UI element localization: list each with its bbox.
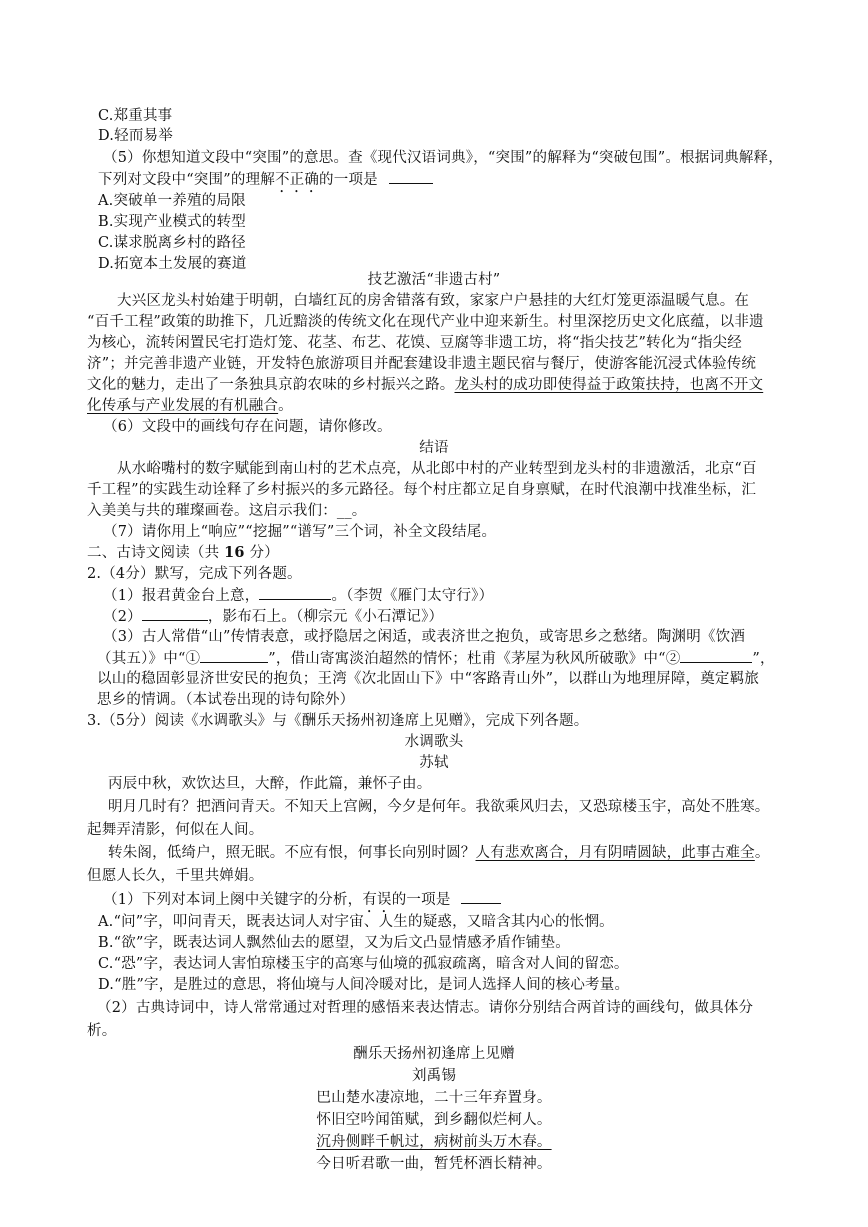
q2-sub3-text: ”，借山寄寓淡泊超然的情怀；杜甫《茅屋为秋风所破歌》中“② bbox=[268, 651, 681, 667]
paragraph-line: 从水峪嘴村的数字赋能到南山村的艺术点亮，从北郎中村的产业转型到龙头村的非遗激活，北京“百 bbox=[117, 461, 757, 477]
paragraph-text: 文化的魅力，走出了一条独具京韵农味的乡村振兴之路。 bbox=[87, 377, 455, 393]
part-heading-text: 二、古诗文阅读（共 bbox=[87, 545, 225, 561]
q2-sub3-line2 bbox=[97, 648, 775, 669]
q5-stem-pre: 下列对文段中“突围”的理解 bbox=[98, 172, 275, 188]
paragraph-line: 千工程”的实践生动诠释了乡村振兴的多元路径。每个村庄都立足自身禀赋，在时代浪潮中找准坐标，汇 bbox=[87, 482, 757, 498]
q3-sub2-line1: （2）古典诗词中，诗人常常通过对哲理的感悟来表达情志。请你分别结合两首诗的画线句，做具体分 bbox=[97, 1000, 754, 1016]
answer-blank[interactable] bbox=[680, 648, 752, 663]
q5-stem-emphasis: 不正确 bbox=[274, 172, 320, 188]
part-heading-text: 分） bbox=[244, 545, 279, 561]
poem-title: 酬乐天扬州初逢席上见赠 bbox=[353, 1046, 515, 1062]
question-6: （6）文段中的画线句存在问题，请你修改。 bbox=[103, 419, 392, 435]
q2-sub1-source: 。（李贺《雁门太守行》） bbox=[331, 588, 494, 604]
part-heading-score: 16 bbox=[224, 544, 245, 561]
poem-author: 刘禹锡 bbox=[411, 1068, 457, 1084]
q5-option-c: C.谋求脱离乡村的路径 bbox=[98, 235, 246, 251]
q3-sub1-text: 的一项是 bbox=[391, 892, 451, 908]
paragraph-line bbox=[87, 396, 293, 416]
q3-option-c: C.“恐”字，表达词人害怕琼楼玉宇的高寒与仙境的孤寂疏离，暗含对人间的留恋。 bbox=[98, 956, 629, 972]
paragraph-line: 入美美与共的璀璨画卷。这启示我们：__。 bbox=[87, 503, 367, 519]
poem-line: 巴山楚水凄凉地，二十三年弃置身。 bbox=[316, 1090, 552, 1106]
paragraph-line: “百千工程”政策的助推下，几近黯淡的传统文化在现代产业中迎来新生。村里深挖历史文化底蕴，以非遗 bbox=[87, 314, 764, 330]
poem-verse bbox=[108, 843, 770, 863]
q3-sub1-text: （1）下列对本词上阕中关键字的分析， bbox=[103, 892, 363, 908]
question-3-stem: 3.（5分）阅读《水调歌头》与《酬乐天扬州初逢席上见赠》，完成下列各题。 bbox=[87, 713, 589, 729]
option-d: D.轻而易举 bbox=[98, 128, 173, 144]
paragraph-line: 为核心，流转闲置民宅打造灯笼、花茎、布艺、花馍、豆腐等非遗工坊，将“指尖技艺”转化为“指尖经 bbox=[87, 335, 742, 351]
poem-verse-text: 转朱阁，低绮户，照无眠。不应有恨，何事长向别时圆？ bbox=[108, 845, 476, 861]
paragraph-line: 济”；并完善非遗产业链，开发特色旅游项目并配套建设非遗主题民宿与餐厅，使游客能沉浸式体验传统 bbox=[87, 356, 757, 372]
paragraph-line bbox=[87, 375, 763, 395]
poem-title: 水调歌头 bbox=[404, 734, 464, 750]
answer-blank[interactable] bbox=[389, 169, 433, 184]
answer-blank[interactable] bbox=[142, 606, 208, 621]
q5-option-b: B.实现产业模式的转型 bbox=[98, 214, 246, 230]
question-7: （7）请你用上“响应”“挖掘”“谱写”三个词，补全文段结尾。 bbox=[103, 524, 497, 540]
q3-option-b: B.“欲”字，既表达词人飘然仙去的愿望，又为后文凸显情感矛盾作铺垫。 bbox=[98, 935, 570, 951]
q3-sub2-line2: 析。 bbox=[87, 1023, 117, 1039]
q2-sub3-line1: （3）古人常借“山”传情表意，或抒隐居之闲适，或表济世之抱负，或寄思乡之愁绪。陶渊明《饮酒 bbox=[103, 629, 746, 645]
q2-sub2-text: （2） bbox=[103, 609, 142, 625]
q2-sub3-text: ”， bbox=[752, 651, 775, 667]
poem-line bbox=[0, 1132, 868, 1152]
q3-option-d: D.“胜”字，是胜过的意思，将仙境与人间冷暖对比，是词人选择人间的核心考量。 bbox=[98, 977, 630, 993]
poem-line: 怀旧空吟闻笛赋，到乡翻似烂柯人。 bbox=[316, 1112, 552, 1128]
q5-stem-line1: （5）你想知道文段中“突围”的意思。查《现代汉语词典》，“突围”的解释为“突破包围”。根据词典解释， bbox=[103, 150, 783, 166]
poem-verse: 明月几时有？把酒问青天。不知天上宫阙，今夕是何年。我欲乘风归去，又恐琼楼玉宇，高处不胜寒。 bbox=[108, 799, 770, 815]
q2-sub3-line4: 思乡的情调。（本试卷出现的诗句除外） bbox=[97, 692, 355, 708]
paragraph-line: 大兴区龙头村始建于明朝，白墙红瓦的房舍错落有致，家家户户悬挂的大红灯笼更添温暖气息。在 bbox=[117, 293, 750, 309]
underlined-sentence: 化传承与产业发展的有机融合 bbox=[87, 398, 279, 414]
q2-sub1 bbox=[103, 585, 493, 606]
q2-sub1-text: （1）报君黄金台上意， bbox=[103, 588, 260, 604]
poem-verse: 但愿人长久，千里共婵娟。 bbox=[87, 868, 264, 884]
section-title: 结语 bbox=[419, 440, 449, 456]
q5-option-d: D.拓宽本土发展的赛道 bbox=[98, 256, 247, 272]
option-c: C.郑重其事 bbox=[98, 108, 173, 124]
poem-author: 苏轼 bbox=[419, 755, 449, 771]
q5-option-a: A.突破单一养殖的局限 bbox=[98, 193, 246, 209]
paragraph-text: 。 bbox=[278, 398, 293, 414]
poem-preface: 丙辰中秋，欢饮达旦，大醉，作此篇，兼怀子由。 bbox=[108, 776, 432, 792]
q2-sub2-source: ，影布石上。（柳宗元《小石潭记》） bbox=[207, 609, 444, 625]
answer-blank[interactable] bbox=[461, 889, 501, 904]
question-2-stem: 2.（4分）默写，完成下列各题。 bbox=[87, 566, 302, 582]
q2-sub3-line3: 以山的稳固彰显济世安民的抱负；王湾《次北固山下》中“客路青山外”，以群山为地理屏障，奠定羁旅 bbox=[97, 671, 760, 687]
q3-sub1-emphasis: 有误 bbox=[362, 892, 392, 908]
answer-blank[interactable] bbox=[259, 585, 331, 600]
q3-option-a: A.“问”字，叩问青天，既表达词人对宇宙、人生的疑惑，又暗含其内心的怅惘。 bbox=[98, 914, 614, 930]
underlined-verse: 人有悲欢离合，月有阴晴圆缺，此事古难全 bbox=[475, 845, 755, 861]
underlined-verse: 沉舟侧畔千帆过，病树前头万木春。 bbox=[316, 1134, 552, 1150]
underlined-sentence: 龙头村的成功即使得益于政策扶持，也离不开文 bbox=[454, 377, 764, 393]
poem-line: 今日听君歌一曲，暂凭杯酒长精神。 bbox=[316, 1156, 552, 1172]
poem-verse: 起舞弄清影，何似在人间。 bbox=[87, 822, 264, 838]
part-heading bbox=[87, 543, 279, 563]
poem-verse-text: 。 bbox=[754, 845, 770, 861]
q5-stem-post: 的一项是 bbox=[319, 172, 378, 188]
q2-sub3-text: （其五）》中“① bbox=[97, 651, 201, 667]
section-title: 技艺激活“非遗古村” bbox=[367, 272, 501, 288]
q2-sub2 bbox=[103, 606, 443, 627]
answer-blank[interactable] bbox=[200, 648, 268, 663]
